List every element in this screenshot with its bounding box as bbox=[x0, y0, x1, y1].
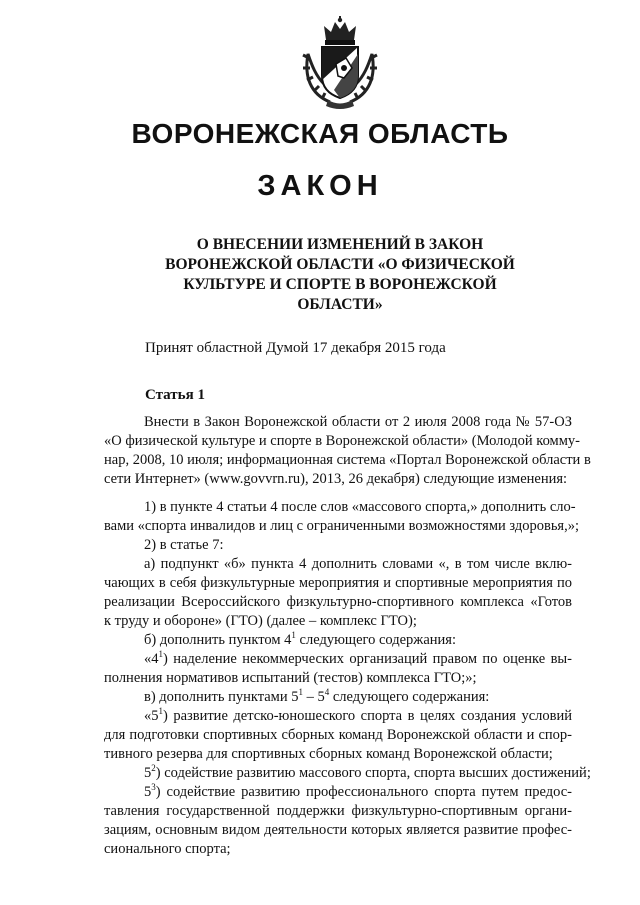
region-heading: ВОРОНЕЖСКАЯ ОБЛАСТЬ bbox=[131, 118, 509, 149]
law-title-line: О ВНЕСЕНИИ ИЗМЕНЕНИЙ В ЗАКОН bbox=[196, 236, 484, 253]
amendments-list bbox=[104, 498, 591, 859]
text-line bbox=[104, 763, 591, 783]
text-line: сионального спорта; bbox=[104, 841, 231, 857]
text-fragment: в) дополнить пунктами 5 bbox=[144, 689, 299, 705]
text-line bbox=[104, 707, 572, 726]
text-line: Внести в Закон Воронежской области от 2 июля 2008 года № 57-ОЗ bbox=[144, 414, 572, 430]
text-fragment: следующего содержания: bbox=[295, 632, 456, 648]
law-title-line: КУЛЬТУРЕ И СПОРТЕ В ВОРОНЕЖСКОЙ bbox=[183, 276, 497, 293]
superscript: 1 bbox=[158, 706, 163, 716]
document-type-heading: ЗАКОН bbox=[257, 170, 383, 202]
text-line: тавления государственной поддержки физкультурно-спортивным органи- bbox=[104, 803, 572, 819]
text-line: нар, 2008, 10 июля; информационная система «Портал Воронежской области в bbox=[104, 452, 591, 468]
text-fragment: 5 bbox=[144, 784, 152, 800]
law-title-line: ОБЛАСТИ» bbox=[297, 296, 383, 313]
superscript: 1 bbox=[298, 687, 303, 697]
text-line: зациям, основным видом деятельности которых является развитие профес- bbox=[104, 822, 572, 838]
text-line: вами «спорта инвалидов и лиц с ограниченными возможностями здоровья,»; bbox=[104, 518, 580, 534]
superscript: 4 bbox=[324, 687, 330, 697]
text-fragment: ) наделение некоммерческих организаций правом по оценке вы- bbox=[163, 651, 572, 667]
text-fragment: – 5 bbox=[302, 689, 325, 705]
text-line: а) подпункт «б» пункта 4 дополнить словами «, в том числе вклю- bbox=[144, 556, 572, 572]
text-fragment: «5 bbox=[144, 708, 159, 724]
text-line bbox=[104, 783, 572, 802]
text-line: «О физической культуре и спорте в Воронежской области» (Молодой комму- bbox=[104, 433, 580, 449]
adoption-date: Принят областной Думой 17 декабря 2015 года bbox=[145, 340, 446, 356]
text-line: чающих в себя физкультурные мероприятия и спортивные мероприятия по bbox=[104, 575, 572, 591]
article-heading: Статья 1 bbox=[145, 387, 205, 403]
intro-paragraph bbox=[104, 413, 591, 489]
text-line: 1) в пункте 4 статьи 4 после слов «массового спорта,» дополнить сло- bbox=[144, 499, 576, 515]
text-line bbox=[104, 631, 572, 650]
text-fragment: «4 bbox=[144, 651, 159, 667]
text-line: к труду и обороне» (ГТО) (далее – комплекс ГТО); bbox=[104, 613, 417, 629]
text-fragment: ) развитие детско-юношеского спорта в целях создания условий bbox=[163, 708, 572, 724]
voronezh-coat-of-arms-emblem bbox=[300, 14, 380, 110]
superscript: 1 bbox=[158, 649, 163, 659]
text-line bbox=[104, 688, 572, 707]
text-line: для подготовки спортивных сборных команд Воронежской области и спор- bbox=[104, 727, 572, 743]
text-line bbox=[104, 650, 572, 669]
law-title-line: ВОРОНЕЖСКОЙ ОБЛАСТИ «О ФИЗИЧЕСКОЙ bbox=[165, 256, 515, 273]
text-fragment: б) дополнить пунктом 4 bbox=[144, 632, 292, 648]
text-line: сети Интернет» (www.govvrn.ru), 2013, 26 декабря) следующие изменения: bbox=[104, 471, 568, 487]
superscript: 2 bbox=[151, 763, 156, 773]
text-fragment: следующего содержания: bbox=[329, 689, 490, 705]
law-title bbox=[150, 235, 530, 315]
text-line: 2) в статье 7: bbox=[144, 537, 224, 553]
text-line: полнения нормативов испытаний (тестов) комплекса ГТО;»; bbox=[104, 670, 477, 686]
text-fragment: ) содействие развитию массового спорта, спорта высших достижений; bbox=[155, 765, 591, 781]
superscript: 1 bbox=[291, 630, 296, 640]
text-line: тивного резерва для спортивных сборных команд Воронежской области; bbox=[104, 746, 553, 762]
text-fragment: ) содействие развитию профессионального спорта путем предос- bbox=[155, 784, 572, 800]
text-line: реализации Всероссийского физкультурно-спортивного комплекса «Готов bbox=[104, 594, 572, 610]
superscript: 3 bbox=[151, 782, 156, 792]
text-fragment: 5 bbox=[144, 765, 152, 781]
